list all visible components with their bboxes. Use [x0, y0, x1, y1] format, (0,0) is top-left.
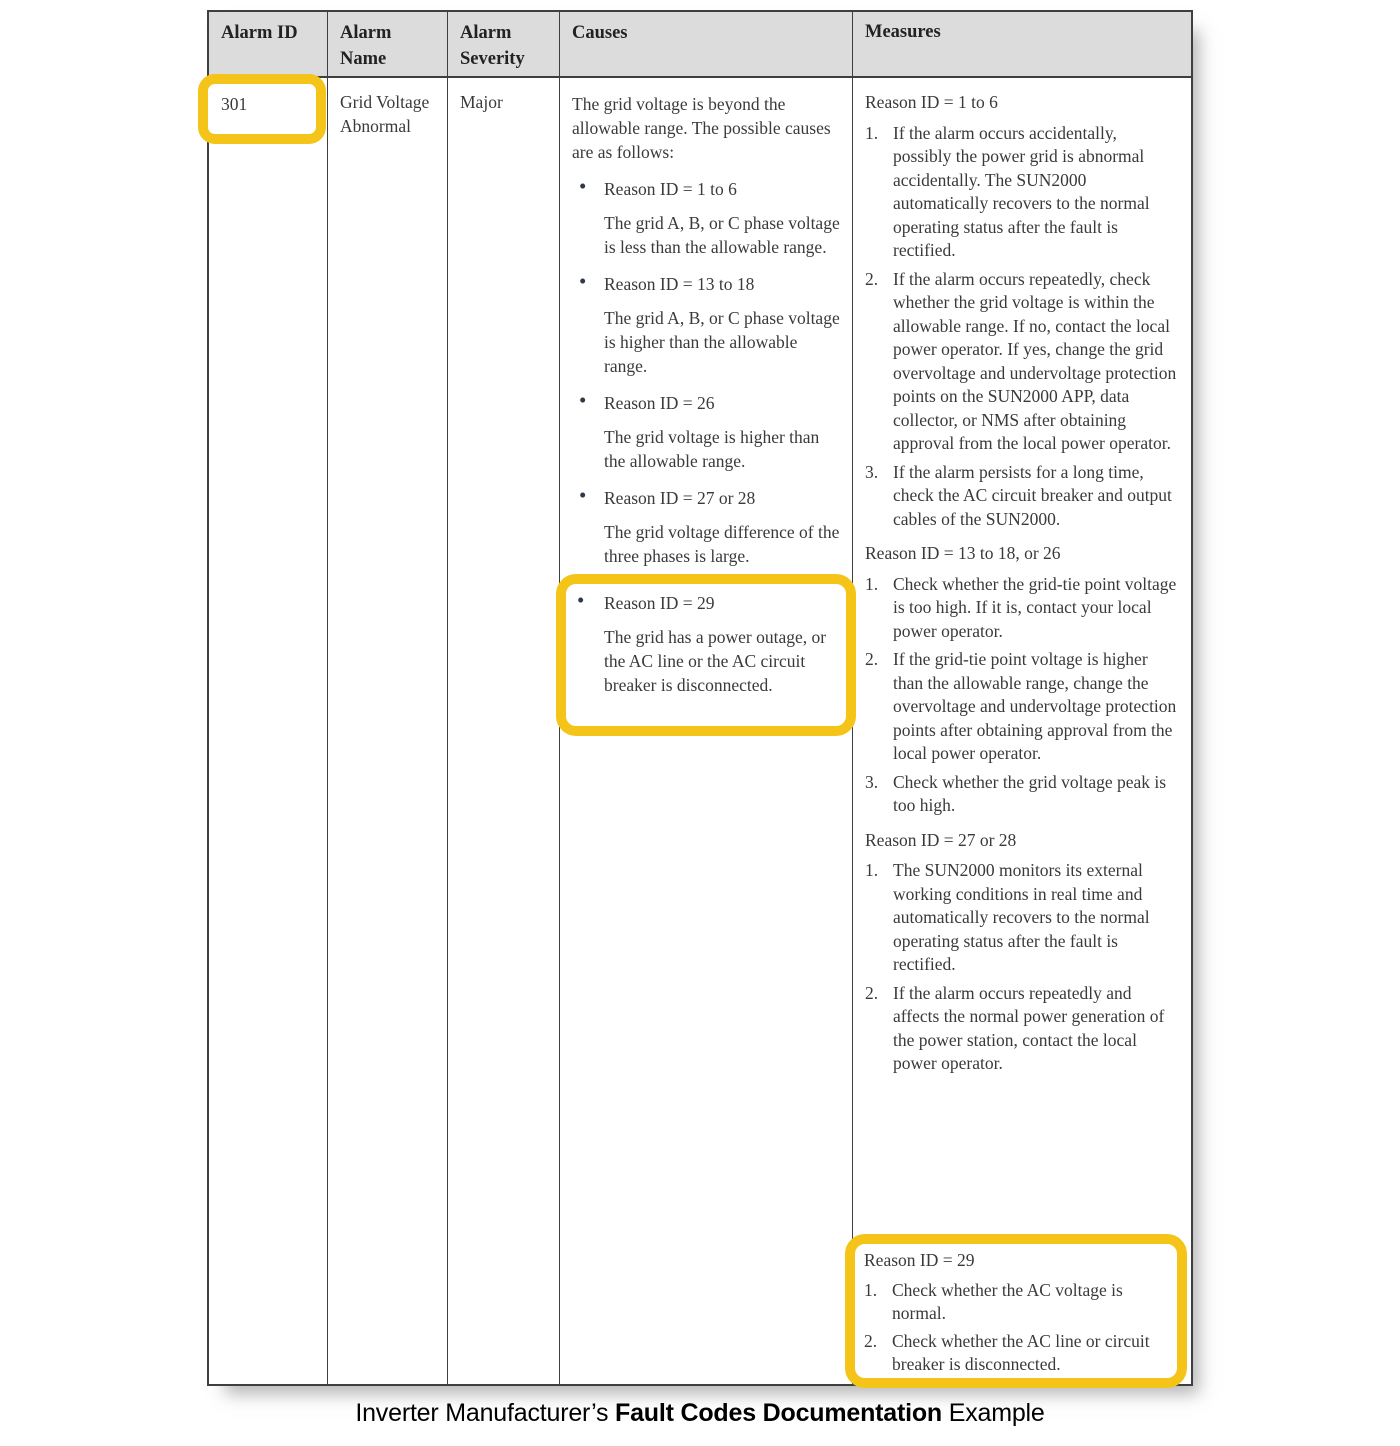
measures-section-reason-1-to-6 — [865, 91, 1179, 531]
step-item — [865, 982, 1179, 1076]
bullet-title: Reason ID = 13 to 18 — [604, 274, 755, 294]
alarm-severity-text: Major — [460, 92, 503, 112]
caption-bold: Fault Codes Documentation — [615, 1399, 942, 1427]
causes-bullet-reason-13-to-18 — [572, 272, 840, 378]
step-number — [865, 859, 893, 977]
step-text: If the alarm occurs repeatedly, check whether the grid voltage is within the allowable range. If no, contact the local power operator. If yes, change the grid overvoltage and undervoltage protection points on the SUN2000 APP, data collector, or NMS after obtaining approval from the local power operator. — [893, 268, 1177, 453]
step-item — [865, 268, 1179, 456]
step-item — [865, 859, 1179, 977]
cell-alarm-severity — [448, 78, 560, 1384]
highlight-box-measures-reason-29 — [845, 1234, 1187, 1388]
step-item — [865, 461, 1179, 532]
step-number — [865, 461, 893, 532]
bullet-body: The grid A, B, or C phase voltage is higher than the allowable range. — [604, 308, 840, 376]
causes-bullet-reason-29 — [566, 591, 846, 697]
step-number — [865, 771, 893, 818]
step-number — [865, 122, 893, 263]
step-text: Check whether the AC voltage is normal. — [892, 1279, 1123, 1323]
header-alarm-name: Alarm Name — [328, 12, 448, 76]
section-title: Reason ID = 27 or 28 — [865, 829, 1017, 850]
measures-section-reason-29 — [864, 1249, 1171, 1377]
caption-suffix: Example — [942, 1399, 1045, 1427]
step-number — [864, 1330, 892, 1377]
step-text: If the alarm persists for a long time, check the AC circuit breaker and output cables of the SUN2000. — [893, 461, 1172, 529]
step-item — [864, 1279, 1171, 1326]
step-number — [865, 268, 893, 456]
alarm-name-text: Grid Voltage Abnormal — [340, 92, 430, 136]
causes-bullet-reason-27-28 — [572, 486, 840, 568]
step-text: The SUN2000 monitors its external working conditions in real time and automatically recovers to the normal operating status after the fault is rectified. — [893, 860, 1150, 974]
bullet-icon — [577, 588, 584, 612]
highlight-box-causes-reason-29 — [556, 574, 856, 736]
step-item — [864, 1330, 1171, 1377]
measures-section-reason-13-to-18-or-26 — [865, 542, 1179, 818]
measures-section-reason-27-or-28 — [865, 829, 1179, 1076]
step-text: If the alarm occurs accidentally, possibly the power grid is abnormal accidentally. The SUN2000 automatically recovers to the normal operating status after the fault is rectified. — [893, 122, 1150, 260]
step-number — [865, 982, 893, 1076]
step-text: Check whether the grid voltage peak is too high. — [893, 771, 1167, 815]
bullet-icon — [579, 388, 586, 412]
step-item — [865, 573, 1179, 644]
caption-prefix: Inverter Manufacturer’s — [355, 1399, 616, 1427]
bullet-body: The grid voltage difference of the three phases is large. — [604, 522, 840, 566]
step-number — [864, 1279, 892, 1326]
step-text: Check whether the grid-tie point voltage is too high. If it is, contact your local power operator. — [893, 573, 1177, 641]
cell-alarm-id — [209, 78, 328, 1384]
cell-alarm-name — [328, 78, 448, 1384]
step-item — [865, 122, 1179, 263]
section-steps — [865, 573, 1179, 818]
step-number — [865, 573, 893, 644]
cell-measures — [853, 78, 1191, 1384]
bullet-title: Reason ID = 26 — [604, 393, 715, 413]
section-title: Reason ID = 13 to 18, or 26 — [865, 543, 1061, 563]
section-title: Reason ID = 29 — [864, 1250, 975, 1270]
header-alarm-id: Alarm ID — [209, 12, 328, 76]
bullet-body: The grid voltage is higher than the allowable range. — [604, 427, 820, 471]
section-steps — [864, 1279, 1171, 1377]
bullet-body: The grid A, B, or C phase voltage is less than the allowable range. — [604, 213, 840, 257]
step-text: Check whether the AC line or circuit breaker is disconnected. — [892, 1330, 1150, 1374]
bullet-title: Reason ID = 27 or 28 — [604, 488, 756, 508]
table-header-row — [209, 12, 1191, 78]
figure-caption — [0, 1399, 1400, 1428]
highlight-box-alarm-id — [198, 74, 326, 144]
header-measures: Measures — [865, 22, 941, 42]
bullet-title: Reason ID = 29 — [604, 593, 715, 613]
section-steps — [865, 122, 1179, 532]
causes-intro: The grid voltage is beyond the allowable range. The possible causes are as follows: — [572, 94, 831, 162]
alarm-id-text: 301 — [221, 94, 248, 114]
step-text: If the grid-tie point voltage is higher than the allowable range, change the overvoltage and undervoltage protection points after obtaining approval from the local power operator. — [893, 649, 1177, 763]
bullet-icon — [579, 483, 586, 507]
bullet-title: Reason ID = 1 to 6 — [604, 179, 737, 199]
causes-bullet-reason-1-to-6 — [572, 177, 840, 259]
step-text: If the alarm occurs repeatedly and affects the normal power generation of the power station, contact the local power operator. — [893, 982, 1165, 1073]
step-item — [865, 771, 1179, 818]
header-alarm-severity: Alarm Severity — [448, 12, 560, 76]
bullet-icon — [579, 174, 586, 198]
section-steps — [865, 859, 1179, 1076]
causes-bullet-reason-26 — [572, 391, 840, 473]
header-causes: Causes — [560, 12, 853, 76]
section-title: Reason ID = 1 to 6 — [865, 92, 998, 112]
step-number — [865, 648, 893, 766]
bullet-body: The grid has a power outage, or the AC line or the AC circuit breaker is disconnected. — [604, 627, 827, 695]
bullet-icon — [579, 269, 586, 293]
step-item — [865, 648, 1179, 766]
